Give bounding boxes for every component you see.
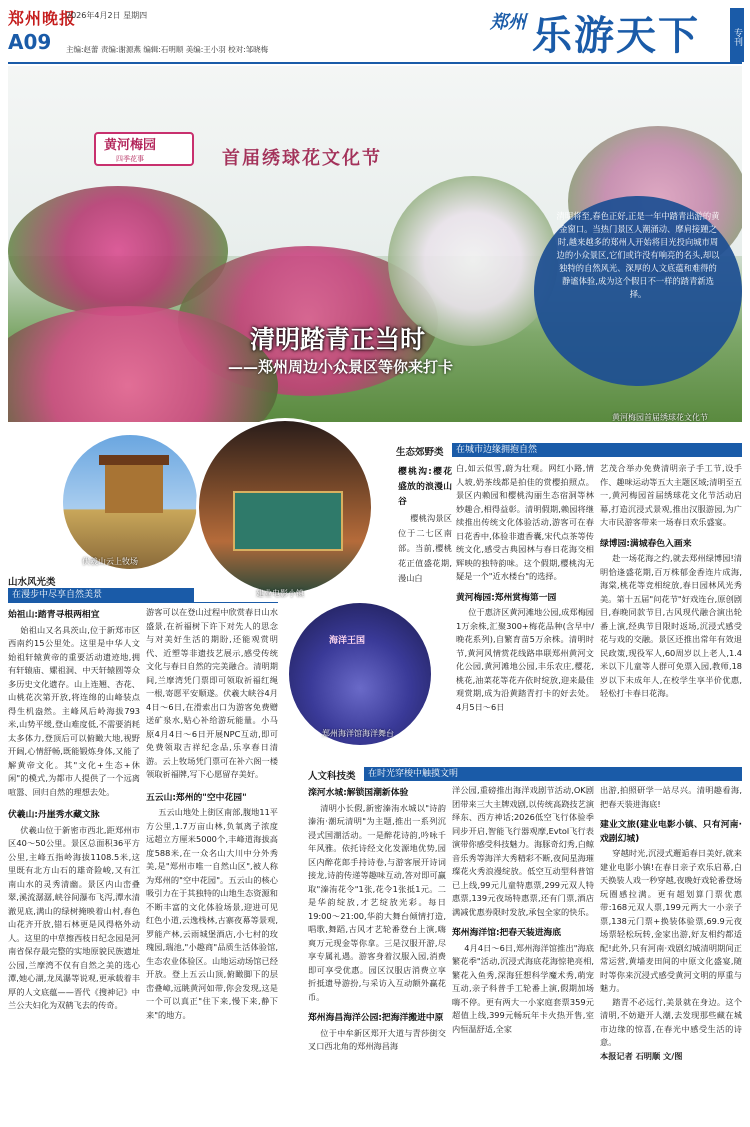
masthead (0, 0, 750, 62)
festival-banner: 首届绣球花文化节 (222, 148, 382, 169)
byline: 本报记者 石明顺 文/图 (600, 1050, 683, 1061)
garden-sign-name: 黄河梅园 (104, 138, 157, 153)
heading-jianye-cultural-tourism: 建业文旅(建业电影小镇、只有河南·戏剧幻城) (600, 820, 742, 844)
column-3 (456, 462, 594, 762)
stage-sign: 海洋王国 (329, 636, 366, 646)
column-1 (8, 606, 140, 1124)
editor-credits: 主编:赵蕾 责编:谢源燕 编辑:石明顺 美编:王小羽 校对:邹晓梅 (66, 45, 269, 54)
article-plum-continued: 艺茂合举办免费清明亲子手工节,设手作、趣味运动等五大主题区域;清明至五一,黄河梅园首届绣球花文化节活动启幕,打造沉浸式景观,推出汉服游园,为广大市民游客带来一场春日欢乐盛宴。 (600, 463, 742, 527)
hero-caption: 黄河梅园首届绣球花文化节 (612, 413, 708, 422)
tram-shape (233, 491, 343, 551)
article-haichang-continued: 洋公园,重磅推出海洋戏剧节活动,OK剧团带来三大主牌戏剧,以传统高跷技艺演绎东、西方神话;2026低空飞行体验季同步开启,智能飞行器观摩,Evtol飞行表演带你感受科技魅力。海豚奇幻秀,白鲸音乐秀等海洋大秀精彩不断,夜间星海璀璨花火秀浪漫绽放。低空互动型科普馆已上线,99元儿童特惠票,299元双人特惠票,139元夜场特惠票,还有门票,酒店满减优惠券限时发放,承包全家的快乐。 (452, 785, 594, 917)
heading-wuyun-mountain: 五云山:郑州的"空中花园" (146, 792, 247, 803)
category-mountain: 山水风光类 (8, 577, 56, 588)
article-green-expo: 赴一场花海之约,就去郑州绿博园!清明恰逢盛花期,百万株郁金香连片成海,海棠,桃花等竞相绽放,春日园林风光秀美。第十五届"问花节"好戏连台,原创剧目,春晚同款节目,古风现代融合演出轮番上演,经典节目限时返场,沉浸式感受花与戏的交融。景区还推出常年有效退民政策,现役军人,60周岁以上老人,1.4米以下儿童等人群可免票入园,教师,18岁以下未成年人,在校学生享半价优惠,轻松打卡春日花海。 (600, 553, 742, 698)
header-rule (8, 62, 742, 64)
headline: 清明踏青正当时 (250, 325, 426, 354)
heading-yellow-river-plum: 黄河梅园:郑州赏梅第一园 (456, 592, 557, 603)
category-ecology: 生态郊野类 (396, 447, 444, 458)
garden-sign-sub: 四季花事 (116, 155, 144, 163)
photo-fuxi-mountain (60, 432, 200, 572)
article-yellow-river-plum: 位于惠济区黄河滩地公园,成郑梅园1万余株,汇聚300+梅花品种(含早中/晚花系列),自繁育苗5万余株。清明时节,黄河风情赏花线路串联郑州黄河文化公园,黄河滩地公园,丰乐农庄,樱花,桃花,油菜花等花卉依时绽放,迎来最佳观赏期,成为沿黄踏青打卡的好去处。4月5日～6日 (456, 607, 594, 712)
article-zhengzhou-aquarium: 4月4日～6日,郑州海洋馆推出"海底繁花季"活动,沉浸式海底花海惊艳亮相,繁花入鱼秀,深海狂想科学魔术秀,萌宠互动,亲子科普手工轮番上演,假期加场嗨不停。更有两大一小家庭套票359元超值上线,399元畅玩年卡火热开售,室内恒温舒适,全家 (452, 942, 594, 1034)
section-tag: 专刊 (730, 8, 744, 62)
photo-caption-1: 伏羲山云上牧场 (82, 557, 138, 566)
column-culture-2 (452, 784, 594, 1124)
section-title: 乐游天下 (532, 12, 700, 59)
tag-ecology: 在城市边缘拥抱自然 (452, 443, 742, 457)
photo-jianye-film-town (196, 418, 374, 596)
article-aquarium-continued: 出游,拍照研学一站尽兴。清明趣看海,把春天装进海底! (600, 785, 742, 809)
heading-cherry-valley: 樱桃沟:樱花盛放的浪漫山谷 (398, 467, 452, 507)
article-haichang-ocean-park: 位于中牟新区郑开大道与青莎街交叉口西北角的郑州海昌海 (308, 1027, 446, 1051)
column-culture-1 (308, 784, 446, 1124)
column-3-top (398, 462, 452, 612)
tag-culture: 在时光穿梭中触摸文明 (364, 767, 742, 781)
article-wuyun-mountain: 五云山地处上街区南部,腹地11平方公里,1.7万亩山林,负氧离子浓度远超立方厘米5000个,丰峰道海拔高度588米,在一众名山大川中分外秀美,是"郑州市唯一自然山区",被人称为郑州的"空中花园"。五云山的核心吸引力在于其独特的山地生态资源和不断丰富的文化体验场景,迎进可见红色小道,云逸栈林,古寨夜幕等景观,罗能产林,云雨城堡酒店,小七村的玫瑰园,瑞池,"小趣商"品质生活体验馆,生态农业体验区。山地运动场馆已经开放。登上五云山顶,俯瞰脚下的层峦叠嶂,远眺黄河如带,你会发现,这是一个可以真正"住下来,慢下来,静下来"的地方。 (146, 807, 278, 1020)
heading-zhenwei-water-city: 滦河水城:解锁国潮新体验 (308, 788, 409, 798)
category-culture: 人文科技类 (308, 771, 356, 782)
article-closing: 踏青不必远行,美景就在身边。这个清明,不妨避开人潮,去发现那些藏在城市边缘的惊喜,在春光中感受生活的诗意。 (600, 996, 742, 1047)
pavilion-shape (105, 461, 163, 513)
intro-blurb: 清明将至,春色正好,正是一年中踏青出游的黄金窗口。当热门景区人潮涌动、摩肩接踵之时,越来越多的郑州人开始将目光投向城市周边的小众景区,它们或许没有响亮的名头,却以独特的自然风光、深厚的人文底蕴和难得的静谧体验,成为这个假日不一样的踏青新选择。 (556, 211, 720, 299)
heading-green-expo: 绿博园:满城春色入画来 (600, 538, 692, 549)
subheadline: ——郑州周边小众景区等你来打卡 (228, 358, 454, 376)
tag-mountain: 在漫步中尽享自然美景 (8, 588, 194, 602)
photo-caption-3: 郑州海洋馆海洋舞台 (322, 729, 394, 738)
article-shizu-mountain: 始祖山又名具茨山,位于新郑市区西南约15公里处。这里是中华人文始祖轩辕黄帝的重要活动遗迹地,拥有轩辕庙、嫘祖洞、中天轩辕圆等众多历史文化遗存。山上连翘、杏花、山桃花次第开放,将连绵的山峰装点得生机盎然。主峰风后岭海拔793米,山势平缓,登山难度低,不需要消耗太多体力,登顶后可以俯瞰大地,视野开阔,心情舒畅,既能锻炼身体,又能了解黄帝文化。其"文化+生态+休闲"的模式,为都市人提供了一个远离喧嚣、回归自然的理想去处。 (8, 624, 140, 797)
heading-zhengzhou-aquarium: 郑州海洋馆:把春天装进海底 (452, 928, 562, 938)
article-jianye-cultural-tourism: 穿越时光,沉浸式邂逅春日美好,就来建业电影小镇!在春日亲子欢乐启幕,白天换装人戏一秒穿越,夜晚好戏轮番登场玩圈感拉满。更有超划算门票优惠带:168元双人票,199元两大一小亲子票,138元门票+换装体验票,69.9元夜场票轻松玩转,金家出游,好友相约都适配!此外,只有河南·戏剧幻城清明期间正常运营,黄墙麦田间的中原文化盛宴,随时等你来沉浸式感受黄河文明的厚重与魅力。 (600, 848, 742, 993)
article-cherry-valley: 樱桃沟景区位于二七区南部。当前,樱桃花正值盛花期,漫山白 (398, 513, 452, 583)
article-fuxi-continued: 游客可以在登山过程中欣赏春日山水盛景,在祈福树下许下对先人的思念与对美好生活的期盼,还能观赏明代、近塑等非遗技艺展示,感受传统文化与春日自然的完美融合。清明期间,兰摩湾凭门票即可领取祈福红绳一根,寄愿平安顺遂。伏羲大峡谷4月4日～6日,在滑索出口为游客免费赠送矿泉水,贴心补给游玩能量。小马原4月4日～6日开展NPC互动,即可免费领取吉祥纪念品,乐享春日清游。云上牧场凭门票可在补六阁一楼领取祈福牌,写下心愿留存美好。 (146, 607, 278, 779)
rule-mountain (8, 602, 278, 603)
section-city: 郑州 (490, 12, 526, 33)
photo-ocean-stage (286, 600, 434, 748)
newspaper-logo: 郑州晚报 (8, 9, 77, 28)
article-fuxi-mountain: 伏羲山位于新密市西北,距郑州市区40～50公里。景区总面积36平方公里,主峰五指岭海拔1108.5米,这里既有北方山石的雄奇险峻,又有江南山水的灵秀清幽。景区内山峦叠翠,溪流潺潺,峡谷间瀑布飞泻,潭水清澈见底,满山的绿树掩映着山村,春色山花齐开放,错石林更是风得格外动人。这里的中草擦西枝日纪念园是河南省保存最完整的实地原貌民族遗址公园,兰摩湾不仅有自然之美的选心潭,她心湖,龙凤瀑等说观,更承载着丰厚的人文底蕴——晋代《搜神记》中兰公夫妇化为双鹤飞去的传奇。 (8, 824, 140, 1010)
pavilion-roof (99, 455, 169, 465)
article-zhenwei-water-city: 清明小长假,新密溱洧水城以"诗韵溱洧·潮玩清明"为主题,推出一系列沉浸式国潮活动。一是醉花诗韵,吟咏千年风雅。依托诗经文化发源地优势,园区内醉花郎手持诗卷,与游客展开诗词接龙,诗韵传递等趣味互动,答对即可赢取"溱洧花令"1张,花令1张抵1元。二是华韵绽放,才艺绽放光彩。每日19:00～21:00,华韵大舞台倾情打造,唱歌,舞蹈,古风才艺轮番登台上演,嗨爽万元现金等你拿。三是汉服开游,尽享专属礼遇。游客身着汉服入园,消费即可享受优惠。园区汉服店消费立享折抵遗导游扮,与采访入互动额外赢花币。 (308, 802, 446, 1002)
heading-fuxi-mountain: 伏羲山:丹崖秀水藏文脉 (8, 810, 100, 820)
column-4 (600, 462, 742, 762)
page-number: A09 (8, 30, 52, 54)
heading-shizu-mountain: 始祖山:踏青寻根两相宜 (8, 610, 100, 620)
photo-caption-2: 建业电影小镇 (256, 589, 304, 598)
heading-haichang-ocean-park: 郑州海昌海洋公园:把海洋搬进中原 (308, 1013, 444, 1023)
dateline: 2026年4月2日 星期四 (66, 11, 148, 20)
column-2 (146, 606, 278, 1124)
column-culture-3 (600, 784, 742, 1124)
article-cherry-continued: 白,如云似雪,蔚为壮观。网红小路,情人坡,奶茶线都是拍佳的赏樱拍照点。景区内赖园和樱桃沟丽生态宿洞等林妙趣合,相得益彰。清明假期,赖园将继续推出传统文化体验活动,游客可在春日花香中,体验非遗香囊,宋代点茶等传统文化,感受古典园林与春日花海交相辉映的独特韵味。这个假期,樱桃沟无疑是一个"近水楼台"的选择。 (456, 463, 594, 581)
